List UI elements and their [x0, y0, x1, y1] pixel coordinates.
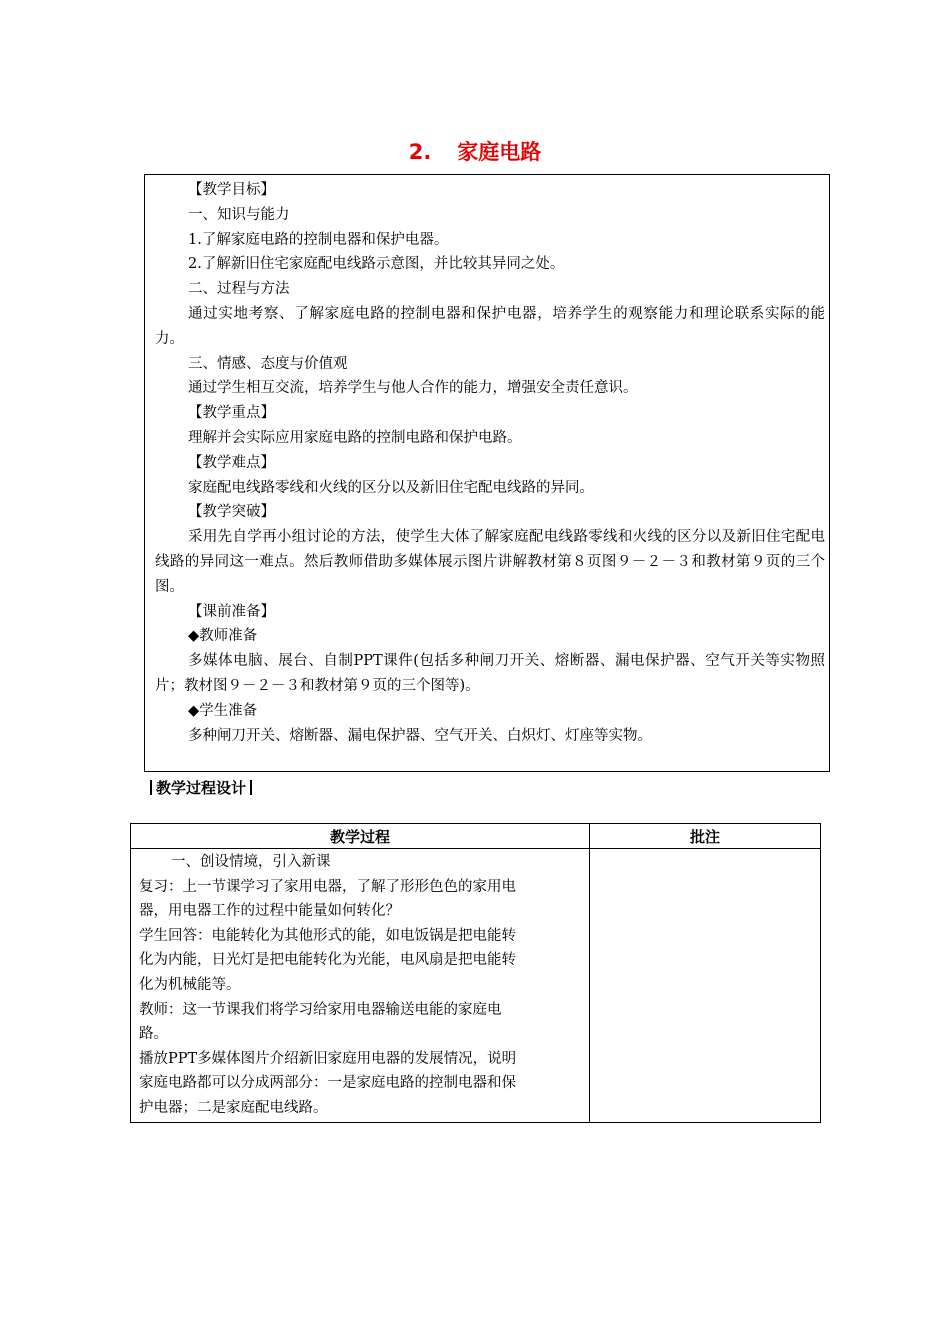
process-table: [130, 823, 821, 1123]
column-header-notes: 批注: [590, 824, 821, 849]
process-line: 一、创设情境，引入新课: [171, 854, 331, 870]
process-method-title: 二、过程与方法: [188, 281, 290, 298]
process-line: 复习：上一节课学习了家用电器，了解了形形色色的家用电: [139, 878, 516, 895]
knowledge-ability-title: 一、知识与能力: [188, 206, 290, 223]
process-line: 教师：这一节课我们将学习给家用电器输送电能的家庭电: [139, 1001, 502, 1018]
process-line: 学生回答：电能转化为其他形式的能，如电饭锅是把电能转: [139, 927, 516, 944]
process-line: 化为内能，日光灯是把电能转化为光能，电风扇是把电能转: [139, 952, 516, 969]
notes-cell: [590, 849, 821, 1123]
process-line: 器，用电器工作的过程中能量如何转化？: [139, 903, 400, 920]
process-line: 护电器；二是家庭配电线路。: [139, 1099, 328, 1116]
heading-key-points: 【教学重点】: [188, 405, 275, 422]
student-prep-text: 多种闸刀开关、熔断器、漏电保护器、空气开关、白炽灯、灯座等实物。: [188, 727, 652, 744]
process-line: 化为机械能等。: [139, 976, 241, 993]
right-bar-decoration: [250, 780, 252, 795]
teacher-prep-title: ◆教师准备: [188, 628, 258, 645]
knowledge-item-1: 1.了解家庭电路的控制电器和保护电器。: [188, 231, 449, 248]
process-line: 播放PPT多媒体图片介绍新旧家庭用电器的发展情况，说明: [139, 1050, 517, 1067]
table-row: [131, 849, 821, 1123]
title-text: 家庭电路: [457, 140, 542, 164]
process-method-text: 通过实地考察、了解家庭电路的控制电器和保护电器，培养学生的观察能力和理论联系实际的能力。: [155, 305, 825, 347]
heading-difficulties: 【教学难点】: [188, 454, 275, 471]
process-cell: [131, 849, 590, 1123]
process-line: 家庭电路都可以分成两部分：一是家庭电路的控制电器和保: [139, 1075, 516, 1092]
title-number: 2.: [408, 140, 432, 164]
process-line: 路。: [139, 1026, 168, 1043]
emotion-values-title: 三、情感、态度与价值观: [188, 355, 348, 372]
process-design-title: 教学过程设计: [156, 779, 247, 797]
breakthrough-text: 采用先自学再小组讨论的方法，使学生大体了解家庭配电线路零线和火线的区分以及新旧住宅配电线路的异同这一难点。然后教师借助多媒体展示图片讲解教材第８页图９－２－３和教材第９页的三个图。: [155, 529, 825, 595]
student-prep-title: ◆学生准备: [188, 702, 258, 719]
objectives-box: [144, 174, 830, 772]
knowledge-item-2: 2.了解新旧住宅家庭配电线路示意图，并比较其异同之处。: [188, 256, 565, 273]
heading-preparation: 【课前准备】: [188, 603, 275, 620]
emotion-values-text: 通过学生相互交流，培养学生与他人合作的能力，增强安全责任意识。: [188, 380, 638, 397]
key-points-text: 理解并会实际应用家庭电路的控制电路和保护电路。: [188, 429, 522, 446]
column-header-process: 教学过程: [131, 824, 590, 849]
teacher-prep-text: 多媒体电脑、展台、自制PPT课件(包括多种闸刀开关、熔断器、漏电保护器、空气开关等实物照片；教材图９－２－３和教材第９页的三个图等)。: [155, 653, 825, 694]
difficulties-text: 家庭配电线路零线和火线的区分以及新旧住宅配电线路的异同。: [188, 479, 594, 496]
page-title: [0, 136, 950, 166]
process-design-heading: [146, 777, 256, 798]
heading-teaching-goals: 【教学目标】: [188, 182, 275, 198]
heading-breakthrough: 【教学突破】: [188, 504, 275, 521]
table-header-row: [131, 824, 821, 849]
left-bar-decoration: [150, 780, 152, 795]
